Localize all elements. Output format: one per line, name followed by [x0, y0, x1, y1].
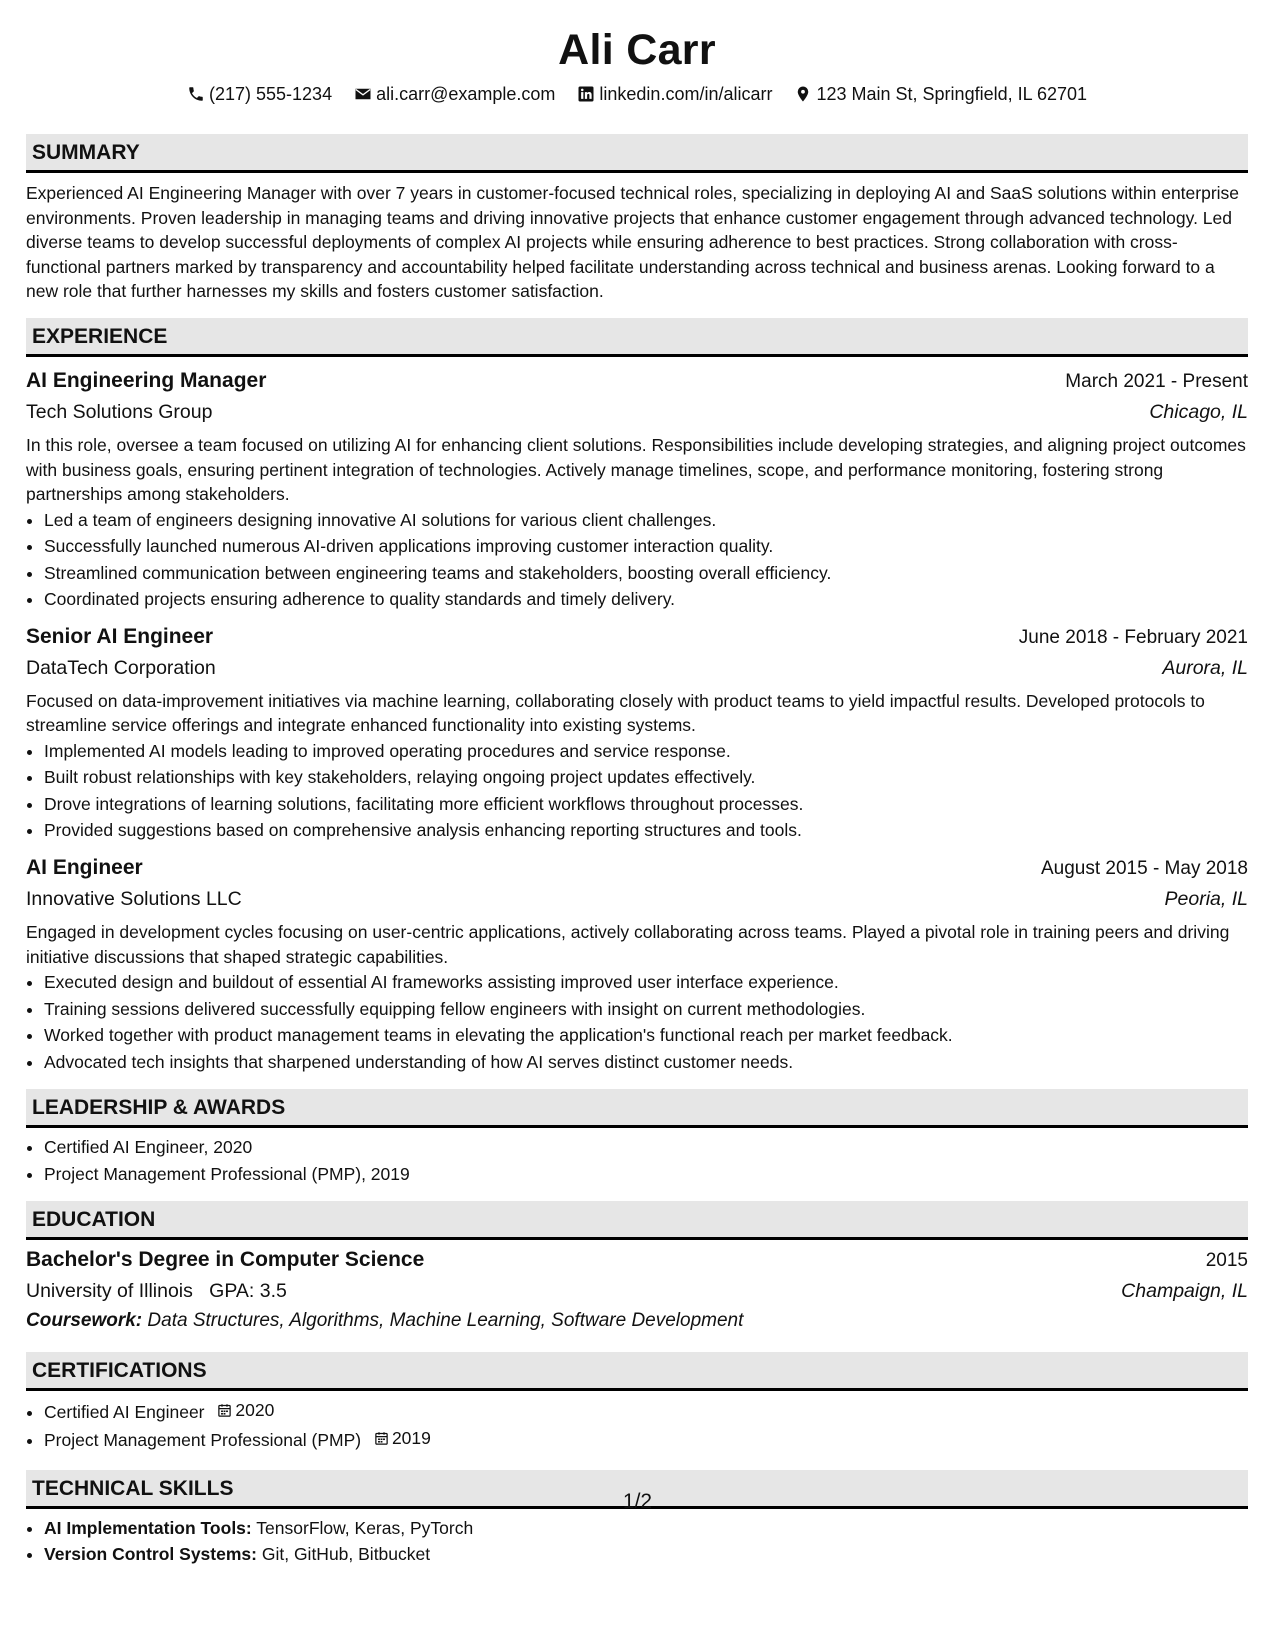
summary-section	[26, 134, 1248, 304]
list-item: • Coordinated projects ensuring adherence to quality standards and timely delivery.	[44, 586, 1248, 613]
calendar-icon	[374, 1431, 389, 1446]
certifications-section	[26, 1352, 1248, 1454]
phone-text: (217) 555-1234	[208, 84, 333, 104]
section-heading: SUMMARY	[26, 134, 1248, 173]
job-dates: June 2018 - February 2021	[1018, 626, 1248, 648]
coursework	[26, 1306, 1248, 1336]
skill-label: Version Control Systems:	[44, 1544, 257, 1565]
section-heading: CERTIFICATIONS	[26, 1352, 1248, 1391]
resume-page	[26, 0, 1248, 1568]
cert-year: 2020	[235, 1400, 275, 1421]
envelope-icon	[354, 85, 372, 103]
list-item: • Training sessions delivered successfully equipping fellow engineers with insight on current methodologies.	[44, 996, 1248, 1023]
job-bullets	[26, 738, 1248, 844]
skills-list	[26, 1515, 1248, 1568]
contact-bar	[26, 82, 1248, 106]
list-item: • Worked together with product management teams in elevating the application's functional reach per market feedback.	[44, 1022, 1248, 1049]
list-item: • Implemented AI models leading to improved operating procedures and service response.	[44, 738, 1248, 765]
school-location: Champaign, IL	[1121, 1280, 1248, 1303]
contact-email[interactable]	[354, 82, 555, 106]
list-item: • Successfully launched numerous AI-driven applications improving customer interaction quality.	[44, 533, 1248, 560]
job-location: Chicago, IL	[1149, 400, 1248, 423]
cert-date	[217, 1397, 274, 1424]
education-section	[26, 1201, 1248, 1336]
list-item: • Advocated tech insights that sharpened understanding of how AI serves distinct customer needs.	[44, 1049, 1248, 1076]
list-item: • Led a team of engineers designing innovative AI solutions for various client challenges.	[44, 507, 1248, 534]
coursework-list: Data Structures, Algorithms, Machine Learning, Software Development	[147, 1310, 744, 1332]
job-company: Tech Solutions Group	[26, 400, 213, 423]
contact-address	[794, 82, 1087, 106]
page-number: 1/2	[622, 1490, 653, 1513]
candidate-name: Ali Carr	[558, 26, 716, 74]
cert-date	[374, 1425, 431, 1452]
job-company: DataTech Corporation	[26, 656, 216, 679]
job-title: Senior AI Engineer	[26, 624, 214, 648]
cert-year: 2019	[391, 1428, 431, 1449]
section-heading: EXPERIENCE	[26, 318, 1248, 357]
job-dates: March 2021 - Present	[1065, 370, 1248, 392]
list-item	[44, 1541, 1248, 1568]
section-heading: EDUCATION	[26, 1201, 1248, 1240]
list-item: • Provided suggestions based on comprehensive analysis enhancing reporting structures and tools.	[44, 817, 1248, 844]
list-item: • Executed design and buildout of essential AI frameworks assisting improved user interface experience.	[44, 969, 1248, 996]
list-item: • Streamlined communication between engineering teams and stakeholders, boosting overall efficiency.	[44, 560, 1248, 587]
cert-name: Project Management Professional (PMP)	[44, 1430, 362, 1451]
certifications-list	[26, 1397, 1248, 1454]
skill-value: TensorFlow, Keras, PyTorch	[256, 1517, 474, 1538]
job-bullets	[26, 507, 1248, 613]
section-heading: LEADERSHIP & AWARDS	[26, 1089, 1248, 1128]
list-item: • Drove integrations of learning solutions, facilitating more efficient workflows throughout processes.	[44, 791, 1248, 818]
section-heading: TECHNICAL SKILLS	[26, 1470, 1248, 1509]
job-title: AI Engineering Manager	[26, 368, 267, 392]
education-entry	[26, 1245, 1248, 1336]
summary-text: Experienced AI Engineering Manager with over 7 years in customer-focused technical roles, specializing in deploying AI and SaaS solutions within enterprise environments. Proven leadership in managing teams and driving innovative projects that enhance customer engagement through advanced technology. Led diverse teams to develop successful deployments of complex AI projects while ensuring adherence to best practices. Strong collaboration with cross-functional partners marked by transparency and accountability helped facilitate understanding across technical and business arenas. Looking forward to a new role that further harnesses my skills and fosters customer satisfaction.	[26, 183, 1240, 302]
job-description: In this role, oversee a team focused on utilizing AI for enhancing client solutions. Responsibilities include developing strategies, and aligning project outcomes with business goals, ensuring pertinent integration of technologies. Actively manage timelines, scope, and performance monitoring, fostering strong partnerships among stakeholders.	[26, 434, 1246, 505]
job-description: Engaged in development cycles focusing on user-centric applications, actively collaborating across teams. Played a pivotal role in training peers and driving initiative discussions that shaped strategic capabilities.	[26, 921, 1230, 967]
gpa: GPA: 3.5	[209, 1280, 287, 1303]
email-text: ali.carr@example.com	[376, 84, 556, 104]
list-item: • Built robust relationships with key stakeholders, relaying ongoing project updates effectively.	[44, 764, 1248, 791]
address-text: 123 Main St, Springfield, IL 62701	[816, 84, 1087, 104]
list-item	[44, 1425, 1248, 1453]
contact-phone	[187, 82, 332, 106]
job-company: Innovative Solutions LLC	[26, 887, 242, 910]
degree: Bachelor's Degree in Computer Science	[26, 1248, 425, 1272]
coursework-label: Coursework:	[26, 1310, 143, 1332]
job-location: Peoria, IL	[1164, 887, 1248, 910]
list-item: • Project Management Professional (PMP), 2019	[44, 1161, 1248, 1188]
list-item	[44, 1397, 1248, 1425]
experience-section	[26, 318, 1248, 1075]
skills-section	[26, 1470, 1248, 1568]
phone-icon	[187, 85, 205, 103]
school-name: University of Illinois	[26, 1280, 193, 1303]
calendar-icon	[217, 1403, 232, 1418]
job-entry	[26, 853, 1248, 1075]
skill-label: AI Implementation Tools:	[44, 1517, 252, 1538]
job-entry	[26, 622, 1248, 844]
skill-value: Git, GitHub, Bitbucket	[261, 1544, 431, 1565]
job-description: Focused on data-improvement initiatives via machine learning, collaborating closely with product teams to yield impactful results. Developed protocols to streamline service offerings and integrate enhanced functionality into existing systems.	[26, 690, 1205, 736]
graduation-year: 2015	[1205, 1250, 1248, 1272]
job-location: Aurora, IL	[1162, 656, 1248, 679]
list-item	[44, 1515, 1248, 1542]
map-pin-icon	[794, 85, 812, 103]
leadership-list	[26, 1134, 1248, 1187]
contact-linkedin[interactable]	[577, 82, 772, 106]
job-bullets	[26, 969, 1248, 1075]
linkedin-icon	[577, 85, 595, 103]
job-entry	[26, 366, 1248, 613]
cert-name: Certified AI Engineer	[44, 1401, 205, 1422]
list-item: • Certified AI Engineer, 2020	[44, 1134, 1248, 1161]
job-dates: August 2015 - May 2018	[1040, 857, 1248, 879]
job-title: AI Engineer	[26, 855, 143, 879]
linkedin-text: linkedin.com/in/alicarr	[599, 84, 773, 104]
leadership-section	[26, 1089, 1248, 1187]
